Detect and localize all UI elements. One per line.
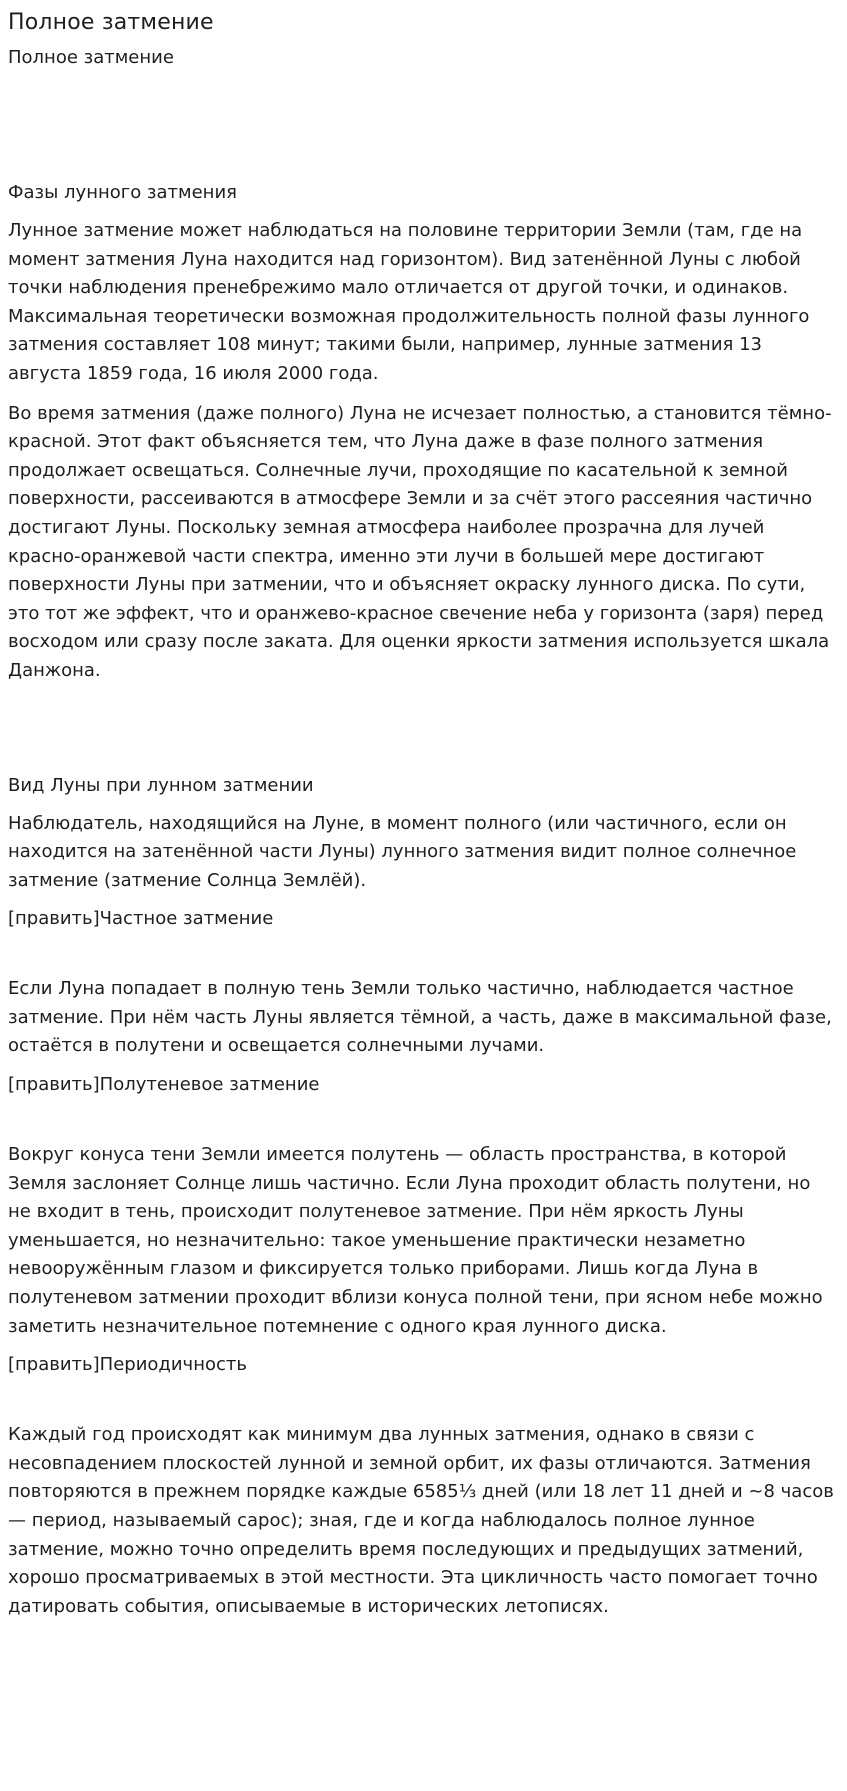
edit-link-partial[interactable]: [править] [8,908,100,930]
section-heading-penumbral-label: Полутеневое затмение [99,1074,320,1096]
section-heading-phases: Фазы лунного затмения [8,182,237,203]
section-heading-view: Вид Луны при лунном затмении [8,774,314,796]
section-heading-partial-label: Частное затмение [99,908,274,930]
edit-link-penumbral[interactable]: [править] [8,1074,100,1096]
section-heading-partial [8,907,838,931]
paragraph-penumbral: Вокруг конуса тени Земли имеется полутень — область пространства, в которой Земля заслоняет Солнце лишь частично. Если Луна проходит область полутени, но не входит в тень, происходит полутеневое затмение. При нём яркость Луны уменьшается, но незначительно: такое уменьшение практически незаметно невооружённым глазом и фиксируется только приборами. Лишь когда Луна в полутеневом затмении проходит вблизи конуса полной тени, при ясном небе можно заметить незначительное потемнение с одного края лунного диска. [8,1144,823,1337]
page-title: Полное затмение [8,10,214,35]
paragraph-view: Наблюдатель, находящийся на Луне, в момент полного (или частичного, если он находится на затенённой части Луны) лунного затмения видит полное солнечное затмение (затмение Солнца Землёй). [8,812,797,891]
section-heading-penumbral [8,1073,838,1097]
paragraph-phases-2: Во время затмения (даже полного) Луна не исчезает полностью, а становится тёмно-красной. Этот факт объясняется тем, что Луна даже в фазе полного затмения продолжает освещаться. Солнечные лучи, проходящие по касательной к земной поверхности, рассеиваются в атмосфере Земли и за счёт этого рассеяния частично достигают Луны. Поскольку земная атмосфера наиболее прозрачна для лучей красно-оранжевой части спектра, именно эти лучи в большей мере достигают поверхности Луны при затмении, что и объясняет окраску лунного диска. По сути, это тот же эффект, что и оранжево-красное свечение неба у горизонта (заря) перед восходом или сразу после заката. Для оценки яркости затмения используется шкала Данжона. [8,402,832,681]
section-heading-periodicity-label: Периодичность [99,1354,247,1376]
article [8,0,838,1621]
page-subtitle: Полное затмение [8,47,174,68]
paragraph-partial: Если Луна попадает в полную тень Земли только частично, наблюдается частное затмение. При нём часть Луны является тёмной, а часть, даже в максимальной фазе, остаётся в полутени и освещается солнечными лучами. [8,978,832,1057]
section-heading-periodicity [8,1353,838,1377]
edit-link-periodicity[interactable]: [править] [8,1354,100,1376]
paragraph-periodicity: Каждый год происходят как минимум два лунных затмения, однако в связи с несовпадением плоскостей лунной и земной орбит, их фазы отличаются. Затмения повторяются в прежнем порядке каждые 6585⅓ дней (или 18 лет 11 дней и ~8 часов — период, называемый сарос); зная, где и когда наблюдалось полное лунное затмение, можно точно определить время последующих и предыдущих затмений, хорошо просматриваемых в этой местности. Эта цикличность часто помогает точно датировать события, описываемые в исторических летописях. [8,1424,834,1617]
paragraph-phases-1: Лунное затмение может наблюдаться на половине территории Земли (там, где на момент затмения Луна находится над горизонтом). Вид затенённой Луны с любой точки наблюдения пренебрежимо мало отличается от другой точки, и одинаков. Максимальная теоретически возможная продолжительность полной фазы лунного затмения составляет 108 минут; такими были, например, лунные затмения 13 августа 1859 года, 16 июля 2000 года. [8,220,810,384]
